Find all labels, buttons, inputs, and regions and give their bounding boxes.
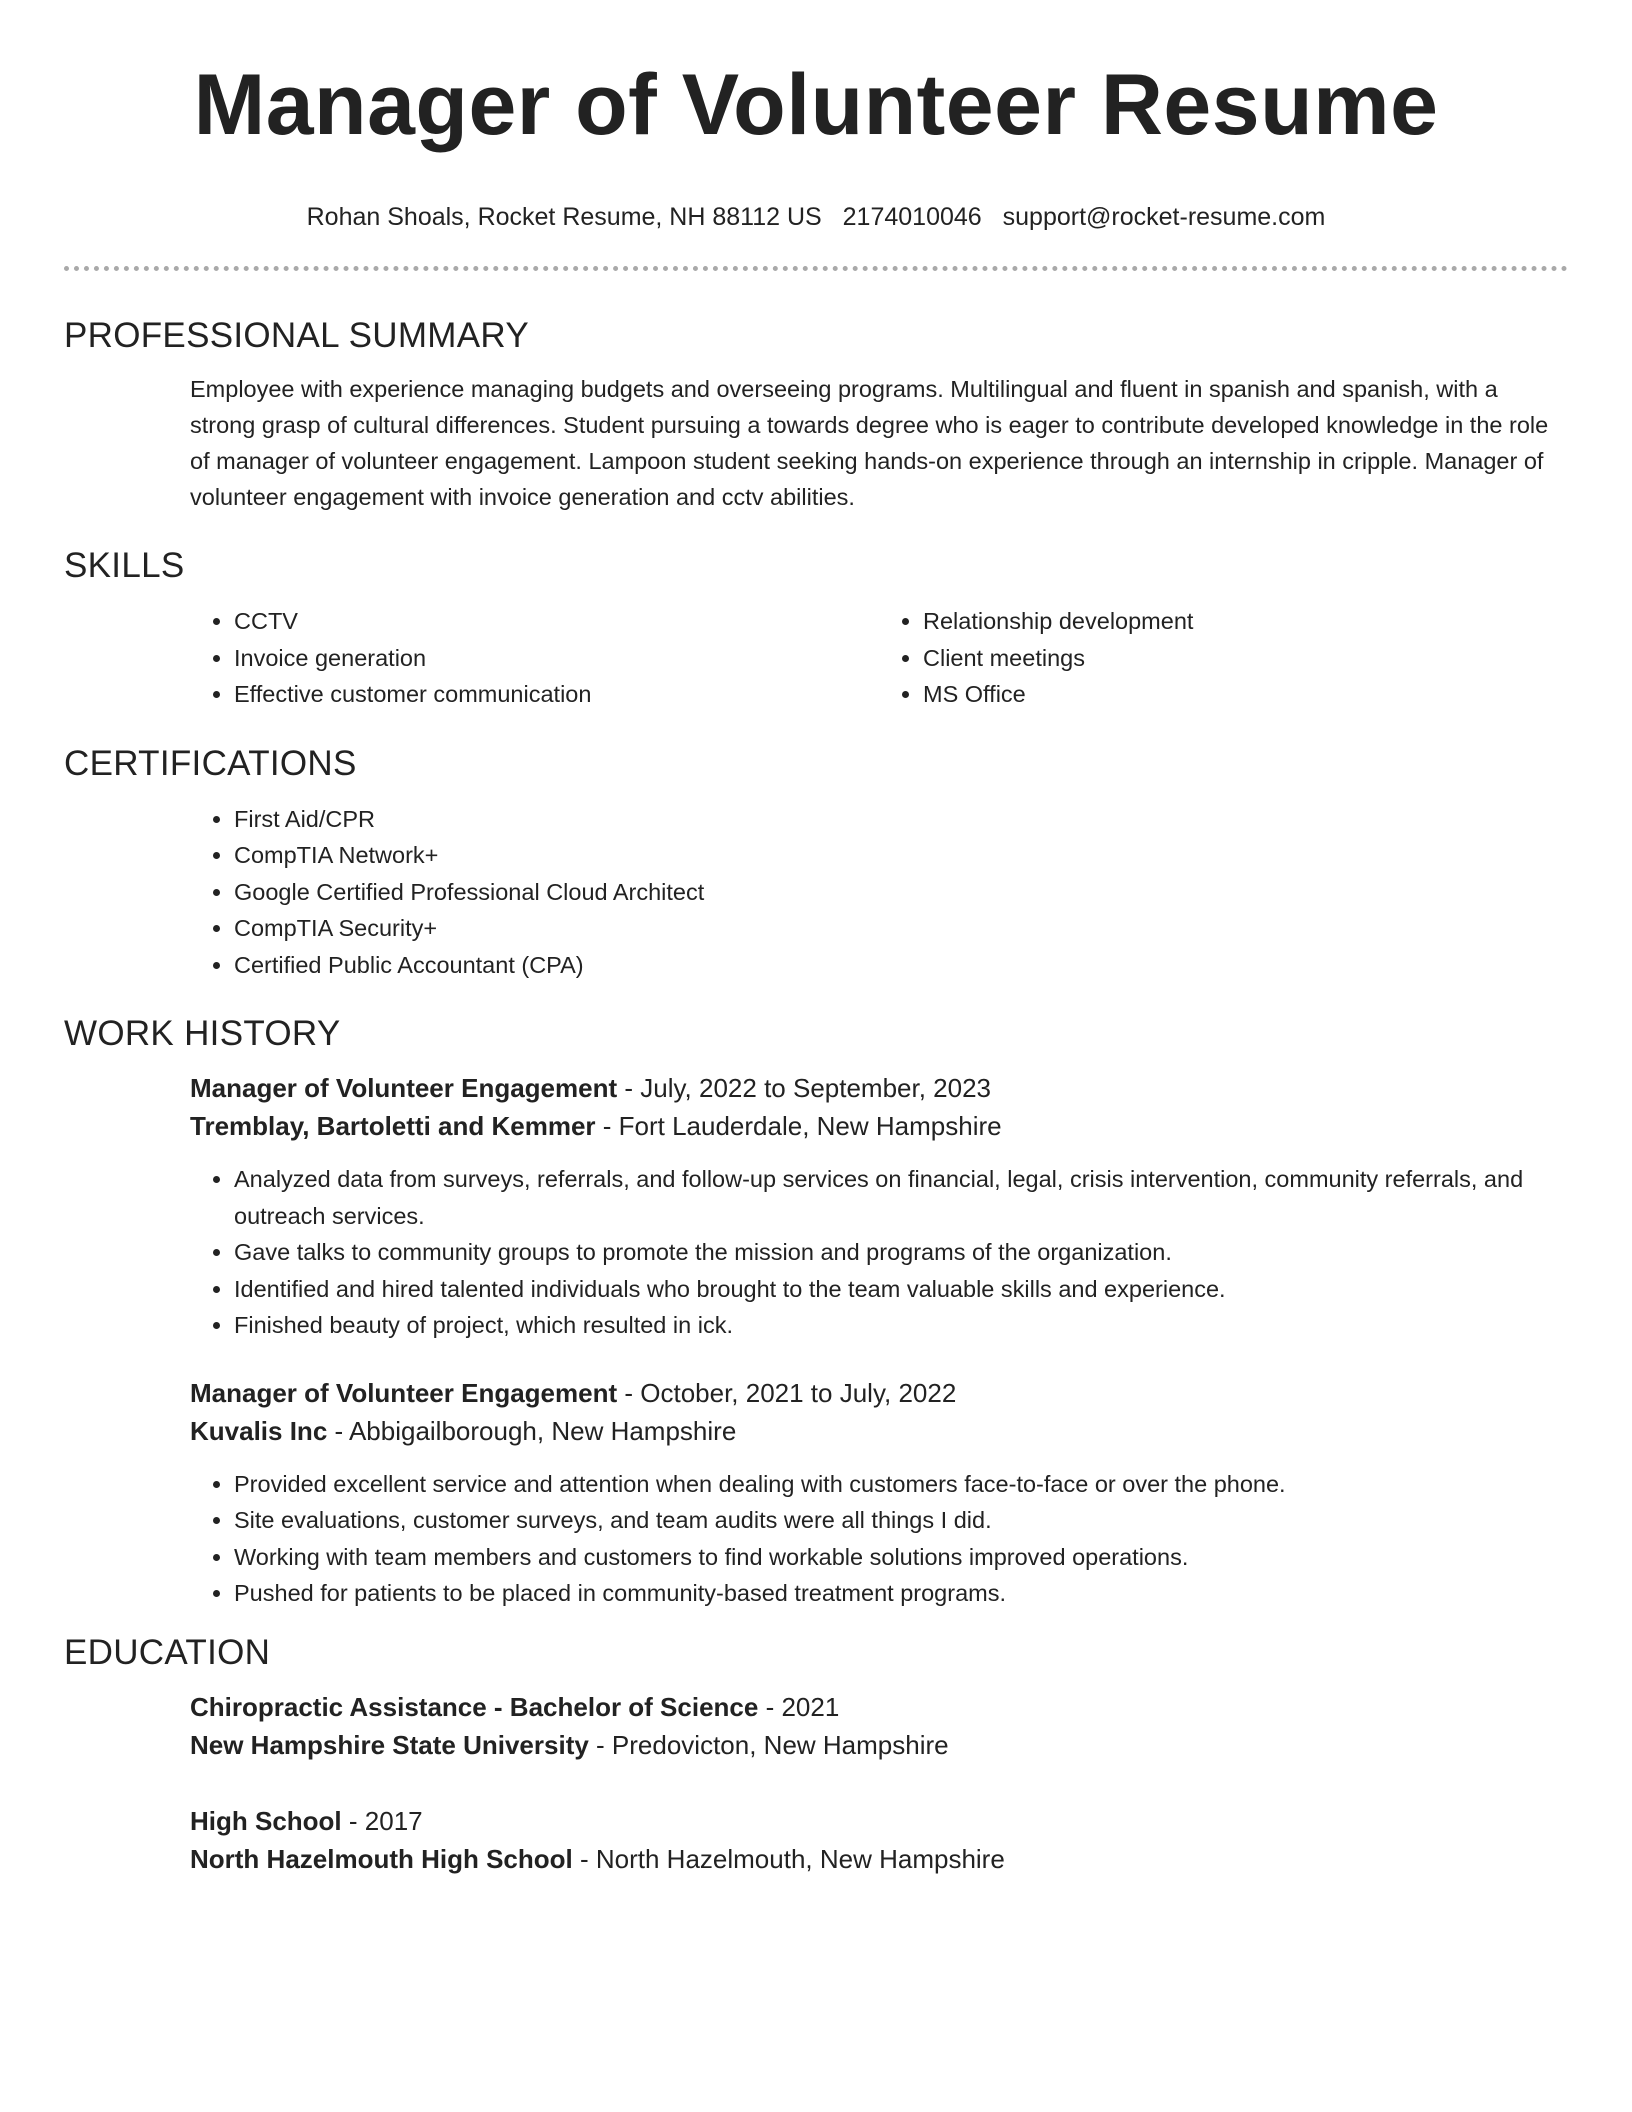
skills-section <box>64 545 1568 713</box>
job-bullets <box>190 1161 1568 1344</box>
work-history-section <box>64 1013 1568 1612</box>
job-bullet: • Provided excellent service and attention when dealing with customers face-to-face or over the phone. <box>234 1466 1568 1503</box>
skill-item: • Client meetings <box>923 640 1568 677</box>
education-section <box>64 1632 1568 1878</box>
certifications-heading: CERTIFICATIONS <box>64 743 357 783</box>
summary-section <box>64 315 1568 515</box>
skills-left-column <box>190 603 879 713</box>
education-school-line <box>190 1726 1568 1764</box>
certification-item: • First Aid/CPR <box>234 801 1568 838</box>
certification-item: • CompTIA Network+ <box>234 837 1568 874</box>
job-bullet: • Working with team members and customers to find workable solutions improved operations. <box>234 1539 1568 1576</box>
education-location: - Predovicton, New Hampshire <box>588 1729 949 1760</box>
education-degree: Chiropractic Assistance - Bachelor of Science <box>190 1691 759 1722</box>
certification-item: • CompTIA Security+ <box>234 910 1568 947</box>
job-company-line <box>190 1107 1568 1145</box>
summary-heading: PROFESSIONAL SUMMARY <box>64 316 529 355</box>
job-company: Tremblay, Bartoletti and Kemmer <box>190 1111 596 1141</box>
certifications-section <box>64 743 1568 984</box>
skills-heading: SKILLS <box>64 546 185 585</box>
resume-title: Manager of Volunteer Resume <box>193 57 1439 153</box>
skill-item: • Effective customer communication <box>234 676 879 713</box>
resume-header <box>0 0 1632 232</box>
certification-item: • Certified Public Accountant (CPA) <box>234 947 1568 984</box>
job-location: - Fort Lauderdale, New Hampshire <box>595 1111 1002 1141</box>
education-year: - 2017 <box>341 1805 423 1836</box>
job-dates: - July, 2022 to September, 2023 <box>617 1073 992 1103</box>
job-entry <box>190 1374 1568 1612</box>
job-title-line <box>190 1374 1568 1412</box>
skill-item: • Invoice generation <box>234 640 879 677</box>
skill-item: • MS Office <box>923 676 1568 713</box>
work-history-body <box>190 1069 1568 1612</box>
skills-right-column <box>879 603 1568 713</box>
education-degree-line <box>190 1688 1568 1726</box>
job-company: Kuvalis Inc <box>190 1415 328 1446</box>
education-school: New Hampshire State University <box>190 1729 589 1760</box>
job-dates: - October, 2021 to July, 2022 <box>617 1377 957 1408</box>
job-company-line <box>190 1412 1568 1450</box>
education-degree-line <box>190 1802 1568 1840</box>
education-school-line <box>190 1840 1568 1878</box>
education-heading: EDUCATION <box>64 1632 271 1672</box>
skills-list <box>190 603 1568 713</box>
contact-email: support@rocket-resume.com <box>1002 203 1326 231</box>
summary-text: Employee with experience managing budgets and overseeing programs. Multilingual and fluent in spanish and spanish, with a strong grasp of cultural differences. Student pursuing a towards degree who is eager to contribute developed knowledge in the role of manager of volunteer engagement. Lampoon student seeking hands-on experience through an internship in cripple. Manager of volunteer engagement with invoice generation and cctv abilities. <box>190 376 1549 510</box>
certification-item: • Google Certified Professional Cloud Architect <box>234 874 1568 911</box>
job-title: Manager of Volunteer Engagement <box>190 1377 618 1408</box>
job-bullet: • Analyzed data from surveys, referrals, and follow-up services on financial, legal, crisis intervention, community referrals, and outreach services. <box>234 1161 1568 1234</box>
summary-body <box>190 371 1568 515</box>
job-bullet: • Pushed for patients to be placed in community-based treatment programs. <box>234 1575 1568 1612</box>
education-degree: High School <box>190 1805 342 1836</box>
job-location: - Abbigailborough, New Hampshire <box>327 1415 737 1446</box>
job-bullet: • Identified and hired talented individuals who brought to the team valuable skills and experience. <box>234 1271 1568 1308</box>
job-entry <box>190 1069 1568 1344</box>
education-location: - North Hazelmouth, New Hampshire <box>572 1843 1005 1874</box>
job-title: Manager of Volunteer Engagement <box>190 1073 618 1103</box>
header-divider <box>64 266 1568 271</box>
education-school: North Hazelmouth High School <box>190 1843 573 1874</box>
job-bullet: • Site evaluations, customer surveys, and team audits were all things I did. <box>234 1502 1568 1539</box>
skill-item: • Relationship development <box>923 603 1568 640</box>
certifications-list <box>190 801 1568 984</box>
education-entry <box>190 1802 1568 1878</box>
education-entry <box>190 1688 1568 1764</box>
job-bullet: • Gave talks to community groups to promote the mission and programs of the organization. <box>234 1234 1568 1271</box>
education-body <box>190 1688 1568 1878</box>
contact-phone: 2174010046 <box>842 203 982 231</box>
job-title-line <box>190 1069 1568 1107</box>
contact-address: Rohan Shoals, Rocket Resume, NH 88112 US <box>306 203 822 231</box>
job-bullet: • Finished beauty of project, which resulted in ick. <box>234 1307 1568 1344</box>
job-bullets <box>190 1466 1568 1612</box>
skill-item: • CCTV <box>234 603 879 640</box>
education-year: - 2021 <box>758 1691 840 1722</box>
certifications-body <box>190 801 1568 984</box>
contact-line <box>0 202 1632 232</box>
work-history-heading: WORK HISTORY <box>64 1014 341 1053</box>
